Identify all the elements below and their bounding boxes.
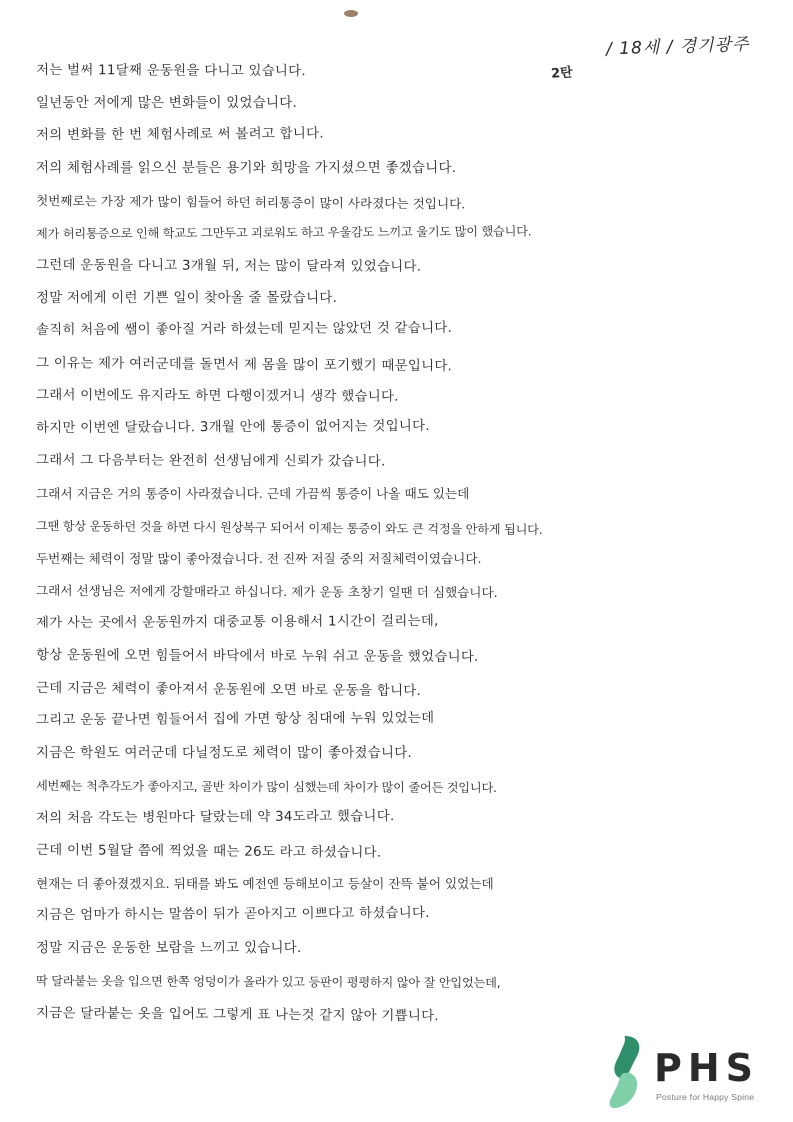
letter-line: 솔직히 처음에 쌤이 좋아질 거라 하셨는데 믿지는 않았던 것 같습니다.	[35, 320, 453, 338]
letter-line: 정말 지금은 운동한 보람을 느끼고 있습니다.	[36, 940, 302, 956]
letter-body	[36, 55, 736, 1030]
letter-line: 그래서 그 다음부터는 완전히 선생님에게 신뢰가 갔습니다.	[35, 453, 386, 470]
letter-line: 딱 달라붙는 옷을 입으면 한쪽 엉덩이가 올라가 있고 등판이 평평하지 않아 잘 안입었는데,	[35, 974, 501, 991]
letter-line: 제가 사는 곳에서 운동원까지 대중교통 이용해서 1시간이 걸리는데,	[35, 613, 439, 631]
letter-line: 그런데 운동원을 다니고 3개월 뒤, 저는 많이 달라져 있었습니다.	[35, 258, 422, 275]
letter-line: 지금은 달라붙는 옷을 입어도 그렇게 표 나는것 같지 않아 기쁩니다.	[35, 1005, 439, 1024]
letter-line: 제가 허리통증으로 인해 학교도 그만두고 괴로워도 하고 우울감도 느끼고 울기도 많이 했습니다.	[35, 223, 532, 241]
letter-line: 두번째는 체력이 정말 많이 좋아졌습니다. 전 진짜 저질 중의 저질체력이였습니다.	[36, 550, 482, 566]
letter-line: 그 이유는 제가 여러군데를 돌면서 제 몸을 많이 포기했기 때문입니다.	[35, 355, 453, 374]
letter-line: 그래서 지금은 거의 통증이 사라졌습니다. 근데 가끔씩 통증이 나올 때도 있는데	[36, 485, 470, 501]
brand-tagline: Posture for Happy Spine	[656, 1092, 755, 1102]
letter-line: 그래서 선생님은 저에게 강할매라고 하십니다. 제가 운동 초창기 일땐 더 심했습니다.	[35, 583, 498, 601]
letter-line: 근데 지금은 체력이 좋아져서 운동원에 오면 바로 운동을 합니다.	[35, 680, 422, 699]
letter-line: 저는 벌써 11달째 운동원을 다니고 있습니다.	[35, 63, 307, 80]
letter-line: 지금은 학원도 여러군데 다닐정도로 체력이 많이 좋아졌습니다.	[36, 745, 413, 761]
letter-line: 하지만 이번엔 달랐습니다. 3개월 안에 통증이 없어지는 것입니다.	[35, 418, 430, 436]
letter-line: 저의 변화를 한 번 체험사례로 써 볼려고 합니다.	[35, 126, 324, 143]
letter-line: 그땐 항상 운동하던 것을 하면 다시 원상복구 되어서 이제는 통증이 와도 큰 걱정을 안하게 됩니다.	[35, 519, 543, 537]
paper-speck	[344, 10, 358, 17]
letter-line: 지금은 엄마가 하시는 말씀이 뒤가 곧아지고 이쁘다고 하셨습니다.	[35, 905, 430, 923]
letter-line: 첫번째로는 가장 제가 많이 힘들어 하던 허리통증이 많이 사라졌다는 것입니다.	[35, 193, 466, 212]
letter-line: 세번째는 척추각도가 좋아지고, 골반 차이가 많이 심했는데 차이가 많이 줄어든 것입니다.	[35, 779, 497, 796]
brand-wordmark: PHS	[654, 1046, 760, 1090]
letter-line: 저의 체험사례를 읽으신 분들은 용기와 희망을 가지셨으면 좋겠습니다.	[36, 160, 457, 176]
letter-line: 그래서 이번에도 유지라도 하면 다행이겠거니 생각 했습니다.	[35, 388, 399, 405]
letter-line: 그리고 운동 끝나면 힘들어서 집에 가면 항상 침대에 누워 있었는데	[35, 710, 435, 728]
letter-line: 근데 이번 5월달 쯤에 찍었을 때는 26도 라고 하셨습니다.	[35, 843, 382, 861]
letter-line: 일년동안 저에게 많은 변화들이 있었습니다.	[36, 95, 298, 111]
phs-logo	[598, 1034, 778, 1110]
letter-line: 현재는 더 좋아졌겠지요. 뒤태를 봐도 예전엔 등해보이고 등살이 잔뜩 붙어 있었는데	[36, 875, 494, 891]
letter-line: 저의 처음 각도는 병원마다 달랐는데 약 34도라고 했습니다.	[35, 808, 395, 826]
writer-info: / 18세 / 경기광주	[605, 34, 750, 60]
spine-leaf-icon	[604, 1034, 646, 1110]
page-mark: 2탄	[550, 65, 574, 82]
letter-line: 항상 운동원에 오면 힘들어서 바닥에서 바로 누워 쉬고 운동을 했었습니다.	[35, 648, 479, 665]
letter-line: 정말 저에게 이런 기쁜 일이 찾아올 줄 몰랐습니다.	[36, 290, 338, 306]
